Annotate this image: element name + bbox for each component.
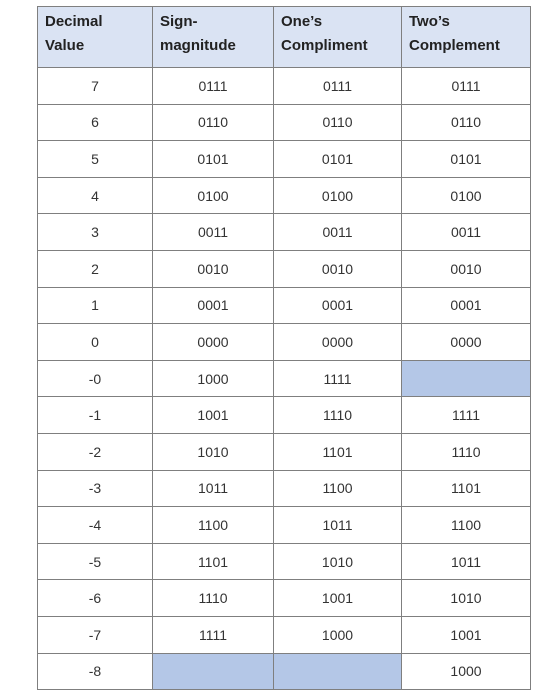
table-row bbox=[38, 433, 531, 470]
ones-compliment-cell: 0011 bbox=[274, 214, 402, 251]
twos-complement-cell: 0101 bbox=[402, 141, 531, 178]
twos-complement-cell: 0001 bbox=[402, 287, 531, 324]
ones-compliment-cell: 0110 bbox=[274, 104, 402, 141]
twos-complement-cell: 0010 bbox=[402, 250, 531, 287]
sign-magnitude-cell: 1111 bbox=[153, 616, 274, 653]
twos-complement-cell: 1001 bbox=[402, 616, 531, 653]
twos-complement-cell: 1101 bbox=[402, 470, 531, 507]
table-row bbox=[38, 360, 531, 397]
table-row bbox=[38, 214, 531, 251]
decimal-cell: -3 bbox=[38, 470, 153, 507]
sign-magnitude-cell: 1011 bbox=[153, 470, 274, 507]
header-twos-line2: Complement bbox=[409, 37, 500, 54]
twos-complement-cell: 1100 bbox=[402, 507, 531, 544]
table-row bbox=[38, 653, 531, 690]
ones-compliment-cell: 0100 bbox=[274, 177, 402, 214]
header-decimal-line2: Value bbox=[45, 37, 85, 54]
table-row bbox=[38, 397, 531, 434]
header-sign-line1: Sign- bbox=[160, 13, 198, 30]
decimal-cell: -7 bbox=[38, 616, 153, 653]
decimal-cell: 5 bbox=[38, 141, 153, 178]
decimal-cell: -5 bbox=[38, 543, 153, 580]
decimal-cell: -1 bbox=[38, 397, 153, 434]
decimal-cell: -4 bbox=[38, 507, 153, 544]
sign-magnitude-cell: 1100 bbox=[153, 507, 274, 544]
header-row bbox=[38, 7, 531, 68]
sign-magnitude-cell: 0100 bbox=[153, 177, 274, 214]
header-twos-complement bbox=[402, 7, 531, 68]
twos-complement-cell: 0110 bbox=[402, 104, 531, 141]
ones-compliment-cell: 0111 bbox=[274, 68, 402, 105]
blank-cell bbox=[153, 653, 274, 690]
table-row bbox=[38, 507, 531, 544]
twos-complement-cell: 0000 bbox=[402, 324, 531, 361]
ones-compliment-cell: 1110 bbox=[274, 397, 402, 434]
ones-compliment-cell: 1011 bbox=[274, 507, 402, 544]
decimal-cell: -8 bbox=[38, 653, 153, 690]
sign-magnitude-cell: 1110 bbox=[153, 580, 274, 617]
ones-compliment-cell: 0000 bbox=[274, 324, 402, 361]
table-row bbox=[38, 324, 531, 361]
sign-magnitude-cell: 1001 bbox=[153, 397, 274, 434]
decimal-cell: 2 bbox=[38, 250, 153, 287]
ones-compliment-cell: 0101 bbox=[274, 141, 402, 178]
table-row bbox=[38, 250, 531, 287]
table-row bbox=[38, 470, 531, 507]
sign-magnitude-cell: 0110 bbox=[153, 104, 274, 141]
blank-cell bbox=[274, 653, 402, 690]
header-decimal-line1: Decimal bbox=[45, 13, 103, 30]
table-row bbox=[38, 616, 531, 653]
binary-representation-table bbox=[37, 6, 531, 690]
twos-complement-cell: 0011 bbox=[402, 214, 531, 251]
header-ones-compliment bbox=[274, 7, 402, 68]
decimal-cell: 1 bbox=[38, 287, 153, 324]
table-row bbox=[38, 287, 531, 324]
twos-complement-cell: 1111 bbox=[402, 397, 531, 434]
header-ones-line1: One’s bbox=[281, 13, 323, 30]
twos-complement-cell: 0100 bbox=[402, 177, 531, 214]
decimal-cell: -0 bbox=[38, 360, 153, 397]
table-row bbox=[38, 543, 531, 580]
twos-complement-cell: 1010 bbox=[402, 580, 531, 617]
header-sign-line2: magnitude bbox=[160, 37, 236, 54]
table-row bbox=[38, 68, 531, 105]
ones-compliment-cell: 1111 bbox=[274, 360, 402, 397]
header-decimal-value bbox=[38, 7, 153, 68]
twos-complement-cell: 1011 bbox=[402, 543, 531, 580]
table-body bbox=[38, 68, 531, 690]
ones-compliment-cell: 0010 bbox=[274, 250, 402, 287]
header-twos-line1: Two’s bbox=[409, 13, 450, 30]
blank-cell bbox=[402, 360, 531, 397]
sign-magnitude-cell: 1000 bbox=[153, 360, 274, 397]
sign-magnitude-cell: 0101 bbox=[153, 141, 274, 178]
sign-magnitude-cell: 0010 bbox=[153, 250, 274, 287]
decimal-cell: 0 bbox=[38, 324, 153, 361]
decimal-cell: 3 bbox=[38, 214, 153, 251]
ones-compliment-cell: 1100 bbox=[274, 470, 402, 507]
sign-magnitude-cell: 0001 bbox=[153, 287, 274, 324]
sign-magnitude-cell: 0111 bbox=[153, 68, 274, 105]
decimal-cell: 6 bbox=[38, 104, 153, 141]
table-row bbox=[38, 177, 531, 214]
ones-compliment-cell: 0001 bbox=[274, 287, 402, 324]
sign-magnitude-cell: 0000 bbox=[153, 324, 274, 361]
ones-compliment-cell: 1010 bbox=[274, 543, 402, 580]
table-row bbox=[38, 141, 531, 178]
ones-compliment-cell: 1101 bbox=[274, 433, 402, 470]
header-sign-magnitude bbox=[153, 7, 274, 68]
table-row bbox=[38, 580, 531, 617]
ones-compliment-cell: 1001 bbox=[274, 580, 402, 617]
sign-magnitude-cell: 0011 bbox=[153, 214, 274, 251]
decimal-cell: -6 bbox=[38, 580, 153, 617]
sign-magnitude-cell: 1101 bbox=[153, 543, 274, 580]
twos-complement-cell: 1110 bbox=[402, 433, 531, 470]
decimal-cell: 7 bbox=[38, 68, 153, 105]
twos-complement-cell: 0111 bbox=[402, 68, 531, 105]
table-row bbox=[38, 104, 531, 141]
twos-complement-cell: 1000 bbox=[402, 653, 531, 690]
ones-compliment-cell: 1000 bbox=[274, 616, 402, 653]
sign-magnitude-cell: 1010 bbox=[153, 433, 274, 470]
decimal-cell: -2 bbox=[38, 433, 153, 470]
header-ones-line2: Compliment bbox=[281, 37, 368, 54]
decimal-cell: 4 bbox=[38, 177, 153, 214]
